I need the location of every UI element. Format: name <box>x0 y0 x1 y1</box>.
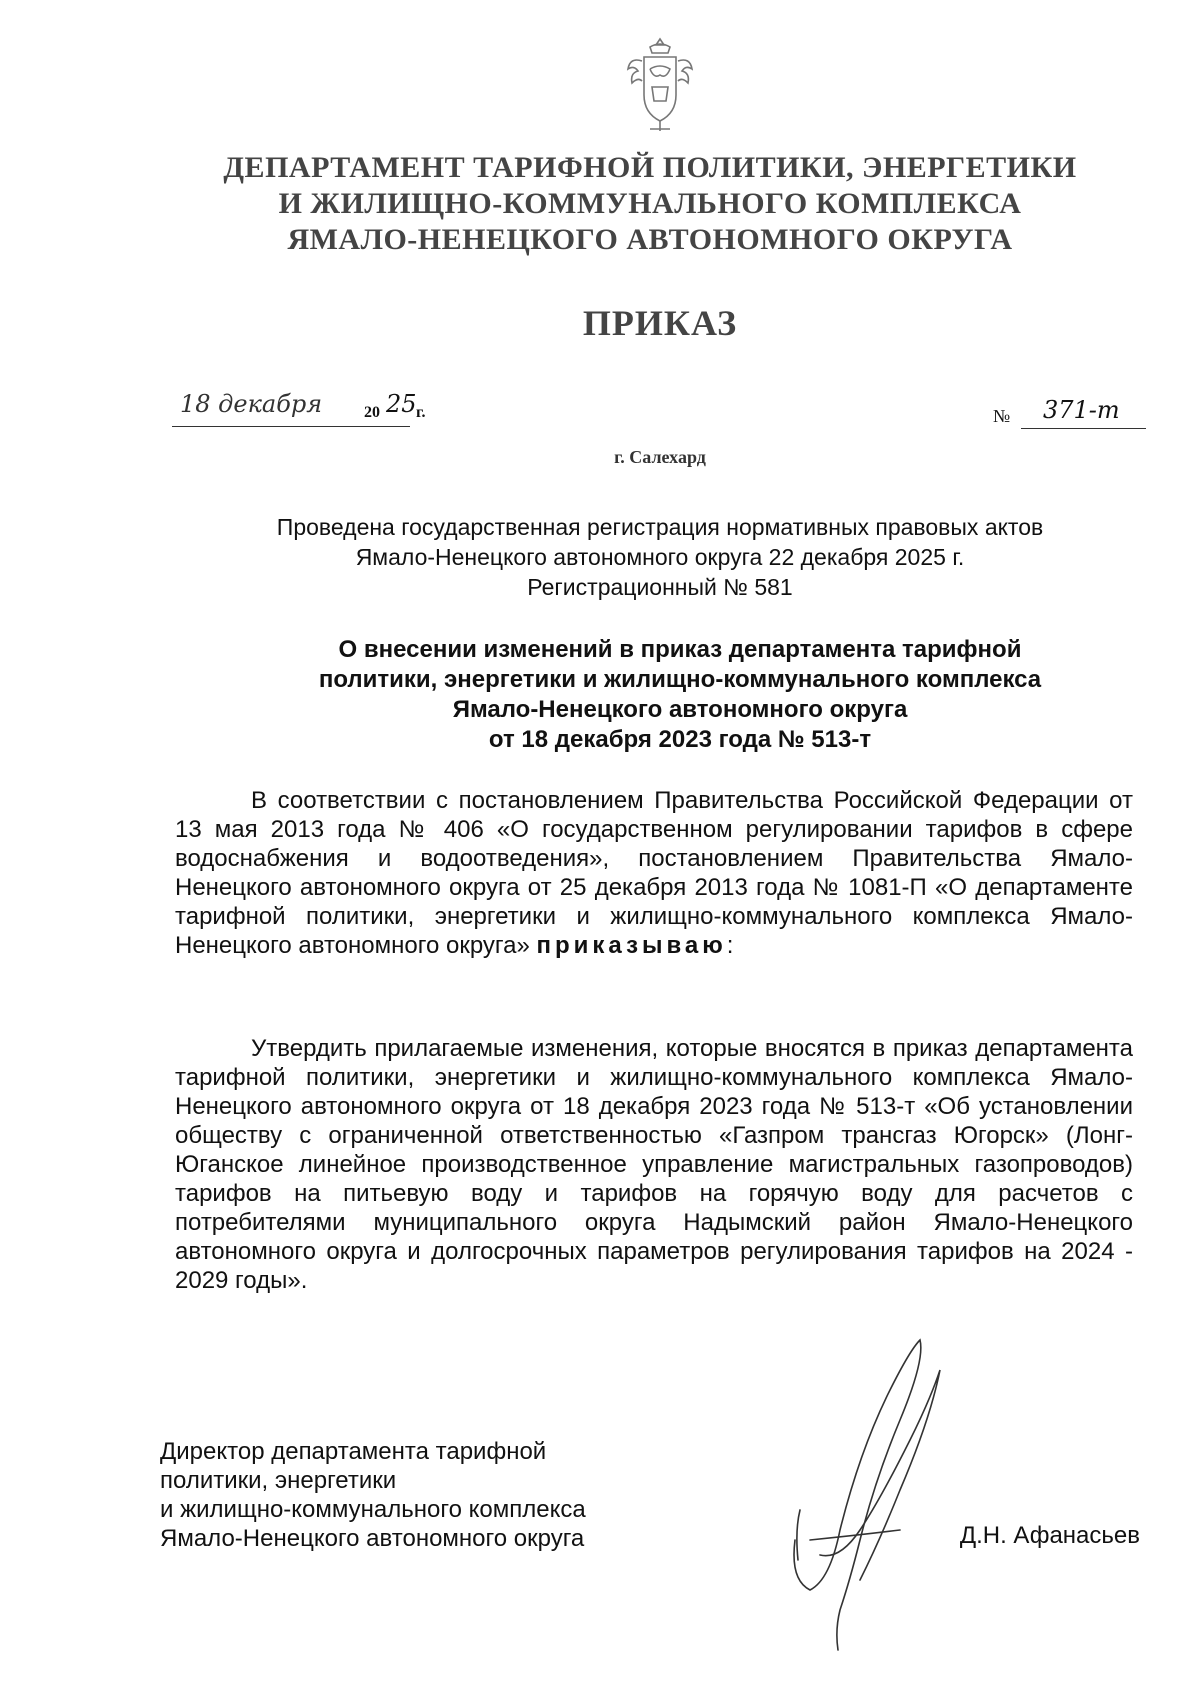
registration-line-2: Ямало-Ненецкого автономного округа 22 декабря 2025 г. <box>355 544 965 570</box>
registration-note <box>180 512 1140 602</box>
subject-line-4: от 18 декабря 2023 года № 513-т <box>488 726 872 753</box>
number-handwritten: 371-т <box>1043 396 1120 424</box>
date-year-handwritten: 25 <box>386 390 417 418</box>
date-year-suffix: г. <box>416 404 426 421</box>
department-name-line-3: ЯМАЛО-НЕНЕЦКОГО АВТОНОМНОГО ОКРУГА <box>287 223 1013 256</box>
signer-position-line-2: политики, энергетики <box>160 1467 397 1494</box>
number-underline <box>1021 428 1146 429</box>
signer-name: Д.Н. Афанасьев <box>959 1522 1140 1549</box>
date-year-prefix: 20 <box>364 404 380 421</box>
subject-line-2: политики, энергетики и жилищно-коммунального комплекса <box>318 666 1042 693</box>
order-subject <box>230 635 1130 755</box>
department-name <box>150 150 1150 258</box>
subject-line-1: О внесении изменений в приказ департамента тарифной <box>338 636 1022 663</box>
city-name: г. Салехард <box>614 447 706 467</box>
department-name-line-1: ДЕПАРТАМЕНТ ТАРИФНОЙ ПОЛИТИКИ, ЭНЕРГЕТИКИ <box>223 151 1077 184</box>
subject-line-3: Ямало-Ненецкого автономного округа <box>452 696 908 723</box>
signer-position-line-1: Директор департамента тарифной <box>160 1438 547 1465</box>
registration-line-1: Проведена государственная регистрация нормативных правовых актов <box>276 514 1044 540</box>
document-title: ПРИКАЗ <box>582 303 738 343</box>
signer-position-line-3: и жилищно-коммунального комплекса <box>160 1496 586 1523</box>
body-paragraph-1 <box>175 786 1133 960</box>
body-paragraph-2: Утвердить прилагаемые изменения, которые вносятся в приказ департамента тарифной политики, энергетики и жилищно-коммунального комплекса Ямало-Ненецкого автономного округа от 18 декабря 2023 года № 513-т «Об установлении обществу с ограниченной ответственностью «Газпром трансгаз Югорск» (Лонг-Юганское линейное производственное управление магистральных газопроводов) тарифов на питьевую воду и тарифов на горячую воду для расчетов с потребителями муниципального округа Надымский район Ямало-Ненецкого автономного округа и долгосрочных параметров регулирования тарифов на 2024 - 2029 годы». <box>175 1035 1133 1294</box>
coat-of-arms-icon <box>620 35 700 135</box>
order-number <box>993 396 1153 436</box>
signer-position <box>160 1437 720 1553</box>
date-handwritten: 18 декабря <box>180 390 323 418</box>
department-name-line-2: И ЖИЛИЩНО-КОММУНАЛЬНОГО КОМПЛЕКСА <box>278 187 1022 220</box>
number-label: № <box>993 406 1011 426</box>
paragraph-1-text: В соответствии с постановлением Правительства Российской Федерации от 13 мая 2013 года № 406 «О государственном регулировании тарифов в сфере водоснабжения и водоотведения», постановлением Правительства Ямало-Ненецкого автономного округа от 25 декабря 2013 года № 1081-П «О департаменте тарифной политики, энергетики и жилищно-коммунального комплекса Ямало-Ненецкого автономного округа» <box>175 787 1133 959</box>
signer-position-line-4: Ямало-Ненецкого автономного округа <box>160 1525 585 1552</box>
paragraph-1-emphasis: приказываю <box>536 932 727 959</box>
registration-line-3: Регистрационный № 581 <box>527 574 793 600</box>
handwritten-signature <box>780 1330 1000 1660</box>
paragraph-1-end: : <box>726 932 734 959</box>
order-date <box>172 390 472 430</box>
date-underline <box>172 426 410 427</box>
